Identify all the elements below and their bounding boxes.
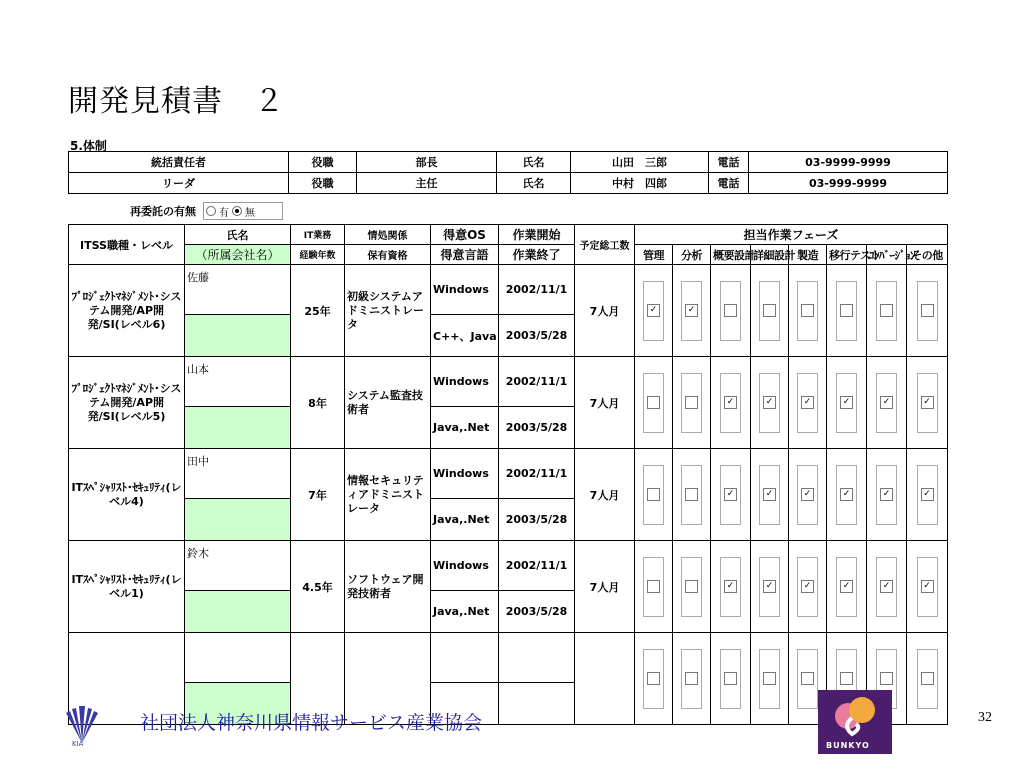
unchecked-checkbox-icon[interactable] xyxy=(685,396,698,409)
kia-logo-icon xyxy=(60,703,104,747)
phase-cell xyxy=(635,265,673,357)
language-cell[interactable]: C++、Java xyxy=(431,315,499,357)
phase-cell xyxy=(711,357,751,449)
phase-cell xyxy=(635,633,673,725)
company-cell[interactable] xyxy=(185,315,291,357)
phase-cell xyxy=(827,265,867,357)
phase-cell xyxy=(673,265,711,357)
total-effort-cell[interactable]: 7人月 xyxy=(575,357,635,449)
tel-value[interactable]: 03-999-9999 xyxy=(749,173,948,194)
phase-cell xyxy=(827,541,867,633)
phase-box xyxy=(759,649,780,709)
phase-cell xyxy=(673,541,711,633)
checked-checkbox-icon[interactable]: ✓ xyxy=(921,580,934,593)
unchecked-checkbox-icon[interactable] xyxy=(647,580,660,593)
phase-box xyxy=(681,465,702,525)
unchecked-checkbox-icon[interactable] xyxy=(685,488,698,501)
header-phase: 移行テスト xyxy=(827,245,867,265)
end-date-cell[interactable]: 2003/5/28 xyxy=(499,315,575,357)
phase-cell xyxy=(711,541,751,633)
phase-cell xyxy=(907,541,948,633)
bunkyo-logo-icon xyxy=(818,690,892,754)
language-cell[interactable]: Java,.Net xyxy=(431,499,499,541)
unchecked-checkbox-icon[interactable] xyxy=(724,672,737,685)
header-phase: 管理 xyxy=(635,245,673,265)
unchecked-checkbox-icon[interactable] xyxy=(801,304,814,317)
member-row xyxy=(69,633,948,683)
unchecked-checkbox-icon[interactable] xyxy=(840,304,853,317)
phase-cell xyxy=(907,633,948,725)
unchecked-checkbox-icon[interactable] xyxy=(801,672,814,685)
end-date-cell[interactable]: 2003/5/28 xyxy=(499,407,575,449)
itss-level-cell: ﾌﾟﾛｼﾞｪｸﾄﾏﾈｼﾞﾒﾝﾄ･システム開発/AP開発/SI(レベル5) xyxy=(69,357,185,449)
phase-box xyxy=(759,465,780,525)
language-cell[interactable]: Java,.Net xyxy=(431,407,499,449)
start-date-cell[interactable]: 2002/11/1 xyxy=(499,357,575,407)
role-label: 統括責任者 xyxy=(69,152,289,173)
phase-cell xyxy=(867,265,907,357)
phase-cell xyxy=(789,357,827,449)
checked-checkbox-icon[interactable]: ✓ xyxy=(724,488,737,501)
organization-name: 社団法人神奈川県情報サービス産業協会 xyxy=(140,712,483,734)
phase-cell xyxy=(751,633,789,725)
position-value[interactable]: 主任 xyxy=(357,173,497,194)
checked-checkbox-icon[interactable]: ✓ xyxy=(763,580,776,593)
phase-box xyxy=(759,557,780,617)
checked-checkbox-icon[interactable]: ✓ xyxy=(840,488,853,501)
name-label: 氏名 xyxy=(497,173,571,194)
reentrust-label: 再委託の有無 xyxy=(130,205,196,218)
phase-box xyxy=(917,649,938,709)
page-number: 32 xyxy=(978,710,992,725)
qualification-cell: システム監査技術者 xyxy=(345,357,431,449)
it-years-cell: 4.5年 xyxy=(291,541,345,633)
member-row xyxy=(69,265,948,315)
phase-box xyxy=(876,557,897,617)
kia-logo-text: KIA xyxy=(72,740,84,748)
checked-checkbox-icon[interactable]: ✓ xyxy=(763,396,776,409)
header-it-years-1: IT業務 xyxy=(291,225,345,245)
checked-checkbox-icon[interactable]: ✓ xyxy=(921,488,934,501)
unchecked-checkbox-icon[interactable] xyxy=(840,672,853,685)
unchecked-checkbox-icon[interactable] xyxy=(880,304,893,317)
phase-cell xyxy=(827,449,867,541)
name-label: 氏名 xyxy=(497,152,571,173)
header-itss: ITSS職種・レベル xyxy=(69,225,185,265)
itss-level-cell: ITｽﾍﾟｼｬﾘｽﾄ･ｾｷｭﾘﾃｨ(レベル4) xyxy=(69,449,185,541)
phase-box xyxy=(643,557,664,617)
phase-box xyxy=(720,649,741,709)
checked-checkbox-icon[interactable]: ✓ xyxy=(685,304,698,317)
header-company: （所属会社名） xyxy=(185,245,291,265)
phase-box xyxy=(681,557,702,617)
member-rows xyxy=(69,265,948,725)
unchecked-checkbox-icon[interactable] xyxy=(647,396,660,409)
checked-checkbox-icon[interactable]: ✓ xyxy=(880,580,893,593)
phase-box xyxy=(643,281,664,341)
phase-box xyxy=(643,465,664,525)
header-start: 作業開始 xyxy=(499,225,575,245)
phase-box xyxy=(797,465,818,525)
os-cell[interactable] xyxy=(431,633,499,683)
os-cell[interactable]: Windows xyxy=(431,265,499,315)
header-phase: 分析 xyxy=(673,245,711,265)
phase-box xyxy=(720,557,741,617)
name-value[interactable]: 中村 四郎 xyxy=(571,173,709,194)
phase-cell xyxy=(907,357,948,449)
header-os: 得意OS xyxy=(431,225,499,245)
qualification-cell: ソフトウェア開発技術者 xyxy=(345,541,431,633)
unchecked-checkbox-icon[interactable] xyxy=(763,304,776,317)
os-cell[interactable]: Windows xyxy=(431,541,499,591)
total-effort-cell[interactable]: 7人月 xyxy=(575,265,635,357)
phase-cell xyxy=(907,449,948,541)
phase-box xyxy=(917,281,938,341)
phase-box xyxy=(720,373,741,433)
phase-box xyxy=(797,557,818,617)
phase-box xyxy=(643,373,664,433)
unchecked-checkbox-icon[interactable] xyxy=(880,672,893,685)
phase-box xyxy=(759,281,780,341)
header-qual-1: 情処関係 xyxy=(345,225,431,245)
company-cell[interactable] xyxy=(185,499,291,541)
header-total: 予定総工数 xyxy=(575,225,635,265)
unchecked-checkbox-icon[interactable] xyxy=(763,672,776,685)
phase-box xyxy=(836,557,857,617)
phase-cell xyxy=(673,633,711,725)
member-row xyxy=(69,541,948,591)
page-title: 開発見積書 ２ xyxy=(68,84,285,119)
qualification-cell: 情報セキュリティアドミニストレータ xyxy=(345,449,431,541)
it-years-cell: 8年 xyxy=(291,357,345,449)
tel-label: 電話 xyxy=(709,152,749,173)
phase-cell xyxy=(867,357,907,449)
checked-checkbox-icon[interactable]: ✓ xyxy=(724,580,737,593)
phase-box xyxy=(681,649,702,709)
reentrust-radio-group[interactable] xyxy=(203,202,283,220)
member-row xyxy=(69,357,948,407)
phase-box xyxy=(797,373,818,433)
header-lang: 得意言語 xyxy=(431,245,499,265)
header-phase: 概要設計 xyxy=(711,245,751,265)
total-effort-cell[interactable]: 7人月 xyxy=(575,449,635,541)
checked-checkbox-icon[interactable]: ✓ xyxy=(801,580,814,593)
phase-box xyxy=(797,649,818,709)
phase-cell xyxy=(907,265,948,357)
phase-cell xyxy=(673,357,711,449)
section-label: 5.体制 xyxy=(70,139,107,153)
checked-checkbox-icon[interactable]: ✓ xyxy=(724,396,737,409)
qualification-cell: 初級システムアドミニストレータ xyxy=(345,265,431,357)
phase-cell xyxy=(711,265,751,357)
role-label: リーダ xyxy=(69,173,289,194)
phase-box xyxy=(681,373,702,433)
supervisor-row xyxy=(69,152,948,173)
member-name-cell[interactable]: 鈴木 xyxy=(185,541,291,591)
checked-checkbox-icon[interactable]: ✓ xyxy=(801,488,814,501)
phase-box xyxy=(876,281,897,341)
header-it-years-2: 経験年数 xyxy=(291,245,345,265)
total-effort-cell[interactable]: 7人月 xyxy=(575,541,635,633)
phase-cell xyxy=(789,265,827,357)
phase-cell xyxy=(673,449,711,541)
itss-level-cell: ITｽﾍﾟｼｬﾘｽﾄ･ｾｷｭﾘﾃｨ(レベル1) xyxy=(69,541,185,633)
unchecked-checkbox-icon[interactable] xyxy=(685,580,698,593)
radio-no-label: 無 xyxy=(245,207,255,219)
header-qual-2: 保有資格 xyxy=(345,245,431,265)
checked-checkbox-icon[interactable]: ✓ xyxy=(801,396,814,409)
position-label: 役職 xyxy=(289,152,357,173)
end-date-cell[interactable] xyxy=(499,683,575,725)
phase-cell xyxy=(751,541,789,633)
phase-box xyxy=(836,465,857,525)
phase-cell xyxy=(751,357,789,449)
header-phase-title: 担当作業フェーズ xyxy=(635,225,948,245)
member-row xyxy=(69,449,948,499)
phase-box xyxy=(876,373,897,433)
header-row-1 xyxy=(69,225,948,245)
unchecked-checkbox-icon[interactable] xyxy=(647,672,660,685)
phase-cell xyxy=(867,541,907,633)
unchecked-checkbox-icon[interactable] xyxy=(921,672,934,685)
total-effort-cell[interactable] xyxy=(575,633,635,725)
phase-box xyxy=(681,281,702,341)
phase-cell xyxy=(827,357,867,449)
checked-checkbox-icon[interactable]: ✓ xyxy=(880,396,893,409)
radio-no[interactable] xyxy=(232,206,242,216)
phase-cell xyxy=(635,541,673,633)
phase-cell xyxy=(711,449,751,541)
staff-table xyxy=(68,224,948,725)
it-years-cell: 7年 xyxy=(291,449,345,541)
unchecked-checkbox-icon[interactable] xyxy=(685,672,698,685)
header-row-2 xyxy=(69,245,948,265)
phase-cell xyxy=(867,449,907,541)
it-years-cell: 25年 xyxy=(291,265,345,357)
os-cell[interactable]: Windows xyxy=(431,449,499,499)
phase-cell xyxy=(789,541,827,633)
unchecked-checkbox-icon[interactable] xyxy=(921,304,934,317)
company-cell[interactable] xyxy=(185,591,291,633)
checked-checkbox-icon[interactable]: ✓ xyxy=(763,488,776,501)
unchecked-checkbox-icon[interactable] xyxy=(647,488,660,501)
supervisor-table xyxy=(68,151,948,194)
tel-value[interactable]: 03-9999-9999 xyxy=(749,152,948,173)
end-date-cell[interactable]: 2003/5/28 xyxy=(499,499,575,541)
phase-box xyxy=(917,557,938,617)
checked-checkbox-icon[interactable]: ✓ xyxy=(880,488,893,501)
header-name: 氏名 xyxy=(185,225,291,245)
checked-checkbox-icon[interactable]: ✓ xyxy=(840,396,853,409)
header-end: 作業終了 xyxy=(499,245,575,265)
phase-cell xyxy=(711,633,751,725)
phase-box xyxy=(836,373,857,433)
phase-box xyxy=(720,281,741,341)
unchecked-checkbox-icon[interactable] xyxy=(724,304,737,317)
header-phase: 詳細設計 xyxy=(751,245,789,265)
phase-cell xyxy=(751,449,789,541)
checked-checkbox-icon[interactable]: ✓ xyxy=(647,304,660,317)
phase-box xyxy=(720,465,741,525)
itss-level-cell: ﾌﾟﾛｼﾞｪｸﾄﾏﾈｼﾞﾒﾝﾄ･システム開発/AP開発/SI(レベル6) xyxy=(69,265,185,357)
phase-box xyxy=(643,649,664,709)
header-phase: その他 xyxy=(907,245,948,265)
phase-cell xyxy=(635,357,673,449)
member-name-cell[interactable]: 山本 xyxy=(185,357,291,407)
radio-yes[interactable] xyxy=(206,206,216,216)
radio-yes-label: 有 xyxy=(219,207,229,219)
member-name-cell[interactable] xyxy=(185,633,291,683)
header-phase: ｺﾝﾊﾞｰｼﾞｮﾝ xyxy=(867,245,907,265)
leader-row xyxy=(69,173,948,194)
header-phase: 製造 xyxy=(789,245,827,265)
member-name-cell[interactable]: 佐藤 xyxy=(185,265,291,315)
checked-checkbox-icon[interactable]: ✓ xyxy=(921,396,934,409)
end-date-cell[interactable]: 2003/5/28 xyxy=(499,591,575,633)
phase-box xyxy=(759,373,780,433)
tel-label: 電話 xyxy=(709,173,749,194)
company-cell[interactable] xyxy=(185,407,291,449)
position-value[interactable]: 部長 xyxy=(357,152,497,173)
bunkyo-logo-text: BUNKYO xyxy=(826,741,870,750)
phase-box xyxy=(876,465,897,525)
phase-box xyxy=(917,373,938,433)
phase-box xyxy=(836,281,857,341)
phase-box xyxy=(917,465,938,525)
phase-cell xyxy=(751,265,789,357)
start-date-cell[interactable]: 2002/11/1 xyxy=(499,265,575,315)
name-value[interactable]: 山田 三郎 xyxy=(571,152,709,173)
start-date-cell[interactable]: 2002/11/1 xyxy=(499,541,575,591)
phase-cell xyxy=(635,449,673,541)
phase-box xyxy=(797,281,818,341)
start-date-cell[interactable]: 2002/11/1 xyxy=(499,449,575,499)
checked-checkbox-icon[interactable]: ✓ xyxy=(840,580,853,593)
position-label: 役職 xyxy=(289,173,357,194)
os-cell[interactable]: Windows xyxy=(431,357,499,407)
phase-cell xyxy=(789,449,827,541)
member-name-cell[interactable]: 田中 xyxy=(185,449,291,499)
start-date-cell[interactable] xyxy=(499,633,575,683)
language-cell[interactable]: Java,.Net xyxy=(431,591,499,633)
